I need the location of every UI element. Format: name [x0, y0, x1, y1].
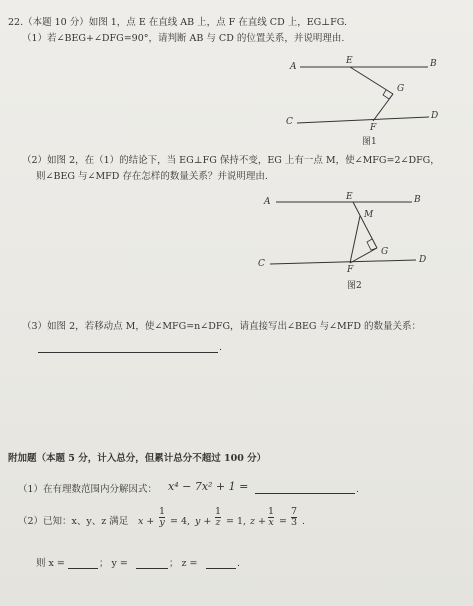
fig1-label-f: F	[370, 123, 377, 133]
bonus-q2-eq1-right: = 4,	[170, 516, 191, 527]
q22-header: 22.（本题 10 分）如图 1，点 E 在直线 AB 上，点 F 在直线 CD 上，EG⊥FG.	[8, 17, 348, 28]
q22-part2-line2: 则∠BEG 与∠MFD 存在怎样的数量关系？并说明理由.	[36, 171, 268, 182]
bonus-q2-eq1-left: x +	[138, 516, 155, 527]
bonus-q1-prefix: （1）在有理数范围内分解因式：	[18, 484, 158, 495]
q22-part3: （3）如图 2，若移动点 M，使∠MFG=n∠DFG，请直接写出∠BEG 与∠MFD 的数量关系：	[22, 321, 421, 332]
fig2-label-b: B	[414, 195, 421, 205]
q22-part3-answer-blank[interactable]	[38, 352, 218, 353]
bonus-q1-expression: x⁴ − 7x² + 1 =	[168, 480, 249, 493]
fig1-label-b: B	[430, 59, 437, 69]
frac-numerator: 1	[268, 506, 275, 517]
frac-denominator: z	[215, 517, 221, 528]
bonus-answer-z-blank[interactable]	[206, 568, 236, 569]
fig1-label-e: E	[346, 56, 353, 66]
bonus-q1-answer-blank[interactable]	[255, 493, 355, 494]
frac-denominator: 3	[291, 517, 298, 528]
frac-denominator: x	[268, 517, 274, 528]
bonus-answer-end: .	[237, 558, 241, 569]
bonus-q2-eq2-left: y +	[195, 516, 212, 527]
bonus-q2-prefix: （2）已知：x、y、z 满足	[18, 516, 129, 527]
bonus-answer-z-label: ； z =	[169, 558, 198, 569]
frac-denominator: y	[159, 517, 165, 528]
fig2-label-e: E	[346, 192, 353, 202]
fig2-label-a: A	[264, 197, 271, 207]
bonus-q2-eq3-end: .	[302, 516, 306, 527]
fig2-label-m: M	[364, 210, 374, 220]
bonus-q1-end: .	[356, 484, 360, 495]
frac-numerator: 1	[159, 506, 166, 517]
fig1-label-g: G	[397, 84, 405, 94]
fig2-label-d: D	[419, 255, 427, 265]
bonus-answer-y-label: ； y =	[99, 558, 128, 569]
fig2-label-f: F	[347, 265, 354, 275]
bonus-q2-frac-1-over-x	[268, 507, 274, 528]
bonus-q2-frac-1-over-z	[215, 507, 221, 528]
bonus-answer-y-blank[interactable]	[136, 568, 168, 569]
bonus-answer-x-label: 则 x =	[36, 558, 65, 569]
fig2-label-c: C	[258, 259, 265, 269]
fig1-label-a: A	[290, 62, 297, 72]
q22-part3-end: .	[219, 342, 223, 353]
fig1-label-d: D	[431, 111, 439, 121]
bonus-q2-frac-1-over-y	[159, 507, 165, 528]
fig2-label-g: G	[381, 247, 389, 257]
bonus-q2-frac-7-over-3	[291, 507, 297, 528]
fig1-label-c: C	[286, 117, 293, 127]
fig2-caption: 图2	[347, 281, 362, 291]
frac-numerator: 1	[215, 506, 222, 517]
q22-part2-line1: （2）如图 2，在（1）的结论下，当 EG⊥FG 保持不变，EG 上有一点 M，使∠MFG=2∠DFG，	[22, 155, 440, 166]
bonus-q2-eq2-right: = 1,	[226, 516, 247, 527]
bonus-answer-x-blank[interactable]	[68, 568, 98, 569]
bonus-q2-eq3-equals: =	[279, 516, 287, 527]
q22-part1: （1）若∠BEG+∠DFG=90°，请判断 AB 与 CD 的位置关系，并说明理由.	[22, 33, 345, 44]
fig1-caption: 图1	[362, 137, 377, 147]
bonus-header: 附加题（本题 5 分，计入总分，但累计总分不超过 100 分）	[8, 453, 267, 464]
fig2-segment-mf	[350, 216, 360, 263]
bonus-q2-eq3-left: z +	[250, 516, 266, 527]
fig2-line-cd	[270, 260, 416, 264]
frac-numerator: 7	[291, 506, 298, 517]
fig2-segment-eg	[353, 202, 377, 248]
